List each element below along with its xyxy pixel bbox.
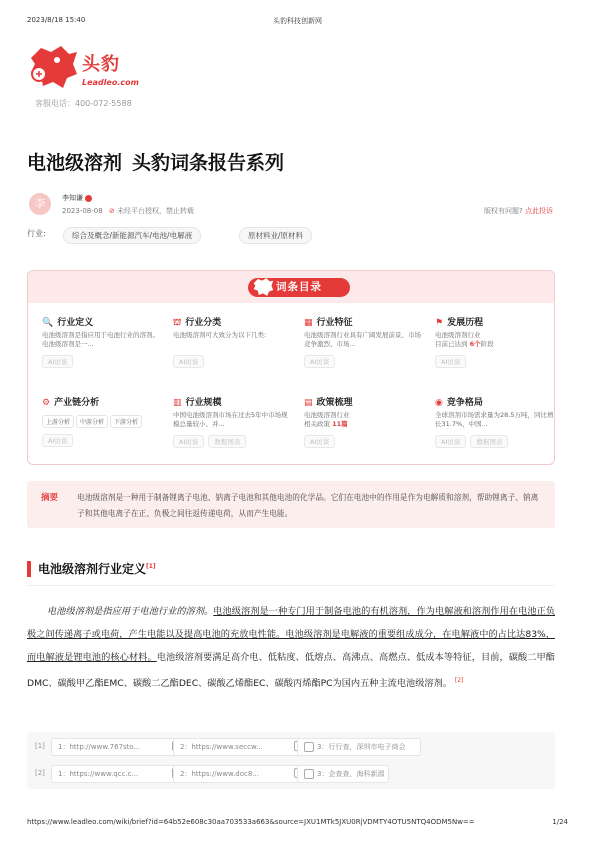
toc-item-definition[interactable] — [42, 315, 162, 368]
underlined-definition: 电池级溶剂是一种专门用于制备电池的有机溶剂，作为电解液和溶剂作用在电池正负极之间传递离子或电荷，产生电能以及提高电池的充放电性能。电池级溶剂是电解液的重要组成成分，在电解液中的占比达83%，而电解液是锂电池的核心材料。 — [27, 606, 556, 663]
toc-item-title: 行业规模 — [185, 398, 222, 408]
ai-interview-chip[interactable]: AI访谈 — [304, 435, 335, 448]
bar-chart-icon: ▥ — [173, 398, 182, 408]
grid-icon: ▦ — [304, 318, 313, 328]
reference-row — [27, 732, 555, 762]
divider — [27, 585, 555, 586]
brand-domain: Leadleo.com — [82, 78, 139, 87]
toc-item-competition[interactable] — [435, 395, 555, 448]
ai-interview-chip[interactable]: AI访谈 — [42, 434, 73, 447]
reference-link[interactable] — [297, 738, 421, 756]
toc-subchips — [42, 409, 162, 428]
gear-icon: ⚙ — [42, 398, 51, 408]
section-title-text: 电池级溶剂行业定义 — [38, 562, 147, 576]
definition-paragraph — [27, 600, 555, 695]
print-datetime: 2023/8/18 15:40 — [27, 16, 86, 24]
toc-item-policy[interactable] — [304, 395, 424, 448]
brand-name: 头豹 — [82, 54, 120, 75]
toc-item-desc: 电池级溶剂是指应用于电池行业的溶剂。电池级溶剂是一... — [42, 331, 159, 348]
toc-item-scale[interactable] — [173, 395, 293, 448]
ai-interview-chip[interactable]: AI访谈 — [435, 355, 466, 368]
data-chart-chip[interactable]: 数据图表 — [470, 435, 508, 448]
page-title-series: 头豹词条报告系列 — [132, 152, 285, 174]
copyright-notice — [484, 206, 553, 216]
leadleo-logo[interactable] — [27, 44, 167, 94]
section-title — [38, 560, 156, 577]
author-name[interactable] — [62, 193, 92, 203]
industry-tag[interactable]: 原材料业/原材料 — [239, 227, 312, 244]
reference-text: 3：行行查，深圳市电子商会 — [317, 743, 406, 751]
ai-interview-chip[interactable]: AI访谈 — [435, 435, 466, 448]
avatar[interactable]: 李 — [29, 193, 51, 215]
ai-interview-chip[interactable]: AI访谈 — [173, 355, 204, 368]
print-header — [0, 0, 595, 36]
reference-number: [2] — [35, 769, 45, 777]
page-title — [27, 148, 284, 175]
reference-text: 2：https://www.doc8... — [180, 770, 260, 778]
publish-meta — [62, 206, 194, 216]
toc-title: 词条目录 — [276, 281, 322, 293]
abstract-box — [27, 481, 555, 528]
toc-panel — [27, 270, 555, 465]
flag-icon: ⚑ — [435, 318, 444, 328]
reference-text: 3：企查查，海科新源 — [317, 770, 385, 778]
warning-icon: ⊘ — [108, 207, 115, 215]
document-icon: ▤ — [304, 398, 313, 408]
reference-row — [27, 759, 555, 789]
page-title-main: 电池级溶剂 — [27, 152, 123, 174]
source-icon — [304, 769, 314, 779]
italic-definition: 电池级溶剂是指应用于电池行业的溶剂。 — [47, 606, 214, 617]
citation-link[interactable]: [2] — [454, 677, 464, 684]
author-name-text: 李知谦 — [62, 194, 83, 202]
target-icon: ◉ — [435, 398, 443, 408]
reference-link[interactable] — [51, 765, 187, 783]
reference-link[interactable] — [297, 765, 389, 783]
industry-label: 行业: — [27, 229, 46, 238]
toc-item-desc — [435, 331, 555, 349]
publish-date: 2023-08-08 — [62, 207, 103, 215]
paragraph-text: 电池级溶剂要满足高介电、低粘度、低熔点、高沸点、高燃点、低成本等特征，目前，碳酸二甲酯DMC、碳酸甲乙酯EMC、碳酸二乙酯DEC、碳酸乙烯酯EC、碳酸丙烯酯PC为国内五种主流电池级溶剂。 — [27, 652, 555, 690]
toc-item-desc-line: 相关政策 — [304, 420, 333, 428]
source-icon — [304, 742, 314, 752]
reference-text: 1：http://www.767sto... — [58, 743, 141, 751]
page-url: https://www.leadleo.com/wiki/brief?id=64b52e608c30aa703533a663&source=JXU1MTk5JXU0RjVDMTY4OTU5NTQ4ODM5Nw== — [27, 818, 475, 826]
upstream-chip[interactable]: 上游分析 — [42, 415, 74, 428]
verified-badge-icon — [85, 195, 92, 202]
toc-item-title: 发展历程 — [447, 318, 484, 328]
toc-item-chain[interactable] — [42, 395, 162, 447]
hierarchy-icon: ⛫ — [173, 318, 182, 328]
toc-item-desc: 电池级溶剂可大致分为以下几类: — [173, 331, 267, 339]
search-icon: 🔍 — [42, 318, 54, 328]
reference-link[interactable] — [173, 738, 309, 756]
toc-item-desc-line: 阶段 — [480, 340, 494, 348]
reference-text: 1：https://www.qcc.c... — [58, 770, 139, 778]
toc-item-title: 竞争格局 — [446, 398, 483, 408]
toc-item-classification[interactable] — [173, 315, 293, 368]
toc-item-history[interactable] — [435, 315, 555, 368]
reference-link[interactable] — [173, 765, 309, 783]
customer-hotline: 客服电话：400-072-5588 — [35, 99, 132, 108]
print-site-title: 头豹科技创新网 — [273, 17, 322, 25]
toc-item-desc: 中国电池级溶剂市场在过去5年中市场规模总量较小、并... — [173, 411, 288, 428]
industry-tag[interactable]: 综合及概念/新能源汽车/电池/电解液 — [63, 227, 201, 244]
abstract-label: 摘要 — [41, 493, 59, 503]
abstract-text: 电池级溶剂是一种用于制备锂离子电池、钠离子电池和其他电池的化学品。它们在电池中的作用是作为电解质和溶剂，帮助锂离子、钠离子和其他电离子在正、负极之间往返传递电荷，从而产生电能。 — [77, 493, 539, 518]
toc-header — [28, 271, 555, 303]
toc-item-desc-line: 目前已达到 — [435, 340, 470, 348]
toc-item-desc — [304, 411, 424, 429]
ai-interview-chip[interactable]: AI访谈 — [304, 355, 335, 368]
midstream-chip[interactable]: 中游分析 — [76, 415, 108, 428]
toc-item-title: 行业分类 — [185, 318, 222, 328]
toc-item-features[interactable] — [304, 315, 424, 368]
toc-item-title: 行业定义 — [57, 318, 94, 328]
leopard-logo-icon — [27, 44, 79, 90]
section-accent-bar — [27, 561, 31, 577]
ai-interview-chip[interactable]: AI访谈 — [173, 435, 204, 448]
complaint-link[interactable]: 点此投诉 — [525, 207, 553, 215]
toc-item-highlight: 6个 — [469, 340, 481, 348]
reference-text: 2：https://www.seccw... — [180, 743, 263, 751]
toc-item-title: 产业链分析 — [54, 398, 100, 408]
reference-number: [1] — [35, 742, 45, 750]
toc-item-title: 行业特征 — [316, 318, 353, 328]
ai-interview-chip[interactable]: AI访谈 — [42, 355, 73, 368]
copyright-question: 版权有问题? — [484, 207, 523, 215]
page-number: 1/24 — [552, 818, 568, 826]
reprint-notice: 未经平台授权，禁止转载 — [117, 207, 195, 215]
reference-link[interactable] — [51, 738, 187, 756]
toc-item-desc-line: 电池级溶剂行业 — [435, 331, 481, 339]
leopard-logo-icon — [252, 277, 274, 297]
data-chart-chip[interactable]: 数据图表 — [208, 435, 246, 448]
toc-item-desc: 全球溶剂市场需求量为28.5万吨，同比增长31.7%，中国... — [435, 411, 554, 428]
citation-link[interactable]: [1] — [146, 563, 156, 570]
downstream-chip[interactable]: 下游分析 — [110, 415, 142, 428]
toc-item-desc: 电池级溶剂行业具有广阔发展前景、市场竞争激烈、市场... — [304, 331, 421, 348]
toc-item-highlight: 11篇 — [332, 420, 348, 428]
toc-item-title: 政策梳理 — [316, 398, 353, 408]
toc-item-desc-line: 电池级溶剂行业 — [304, 411, 350, 419]
